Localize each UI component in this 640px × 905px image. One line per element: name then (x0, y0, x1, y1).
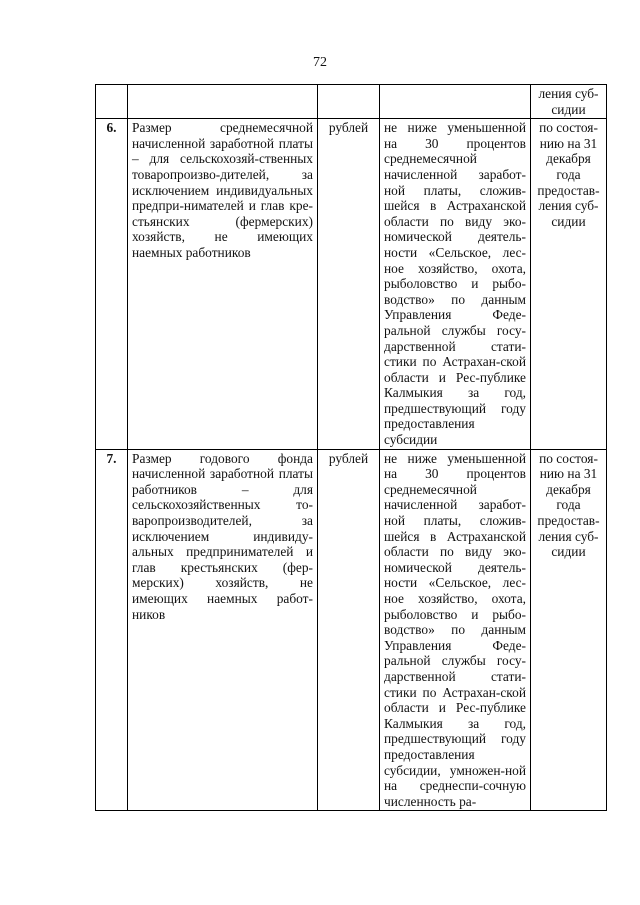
cell-term: ления суб- сидии (531, 85, 607, 119)
page-number: 72 (313, 55, 327, 70)
indicator-name: Размер среднемесячной начисленной заработной платы – для сельскохозяй-ственных товаропроизво-дителей, за исключением индивидуальных предпри-нимателей и глав кре-стьянских (фермерских) хозяйств, не имеющих наемных работников (128, 119, 318, 449)
cell-value (380, 85, 531, 119)
table-row (96, 449, 607, 811)
unit-of-measure: рублей (318, 119, 380, 449)
requirements-table (95, 84, 607, 811)
unit-of-measure: рублей (318, 449, 380, 811)
row-number: 7. (96, 449, 128, 811)
row-number: 6. (96, 119, 128, 449)
cell-unit (318, 85, 380, 119)
cell-name (128, 85, 318, 119)
table-row-continuation (96, 85, 607, 119)
indicator-value: не ниже уменьшенной на 30 процентов среднемесячной начисленной заработ-ной платы, сложив-шейся в Астраханской области по виду эко-номической деятель-ности «Сельское, лес-ное хозяйство, охота, рыболовство и рыбо-водство» по данным Управления Феде-ральной службы госу-дарственной стати-стики по Астрахан-ской области и Рес-публике Калмыкия за год, предшествующий году предоставления субсидии, умножен-ной на среднеспи-сочную численность ра- (380, 449, 531, 811)
table-row (96, 119, 607, 449)
indicator-term: по состоя-нию на 31 декабря года предостав-ления суб-сидии (531, 119, 607, 449)
indicator-term: по состоя-нию на 31 декабря года предостав-ления суб-сидии (531, 449, 607, 811)
indicator-value: не ниже уменьшенной на 30 процентов среднемесячной начисленной заработ-ной платы, сложив-шейся в Астраханской области по виду эко-номической деятель-ности «Сельское, лес-ное хозяйство, охота, рыболовство и рыбо-водство» по данным Управления Феде-ральной службы госу-дарственной стати-стики по Астрахан-ской области и Рес-публике Калмыкия за год, предшествующий году предоставления субсидии (380, 119, 531, 449)
indicator-name: Размер годового фонда начисленной заработной платы работников – для сельскохозяйственных то-варопроизводителей, за исключением индивиду-альных предпринимателей и глав крестьянских (фер-мерских) хозяйств, не имеющих наемных работ-ников (128, 449, 318, 811)
cell-number (96, 85, 128, 119)
